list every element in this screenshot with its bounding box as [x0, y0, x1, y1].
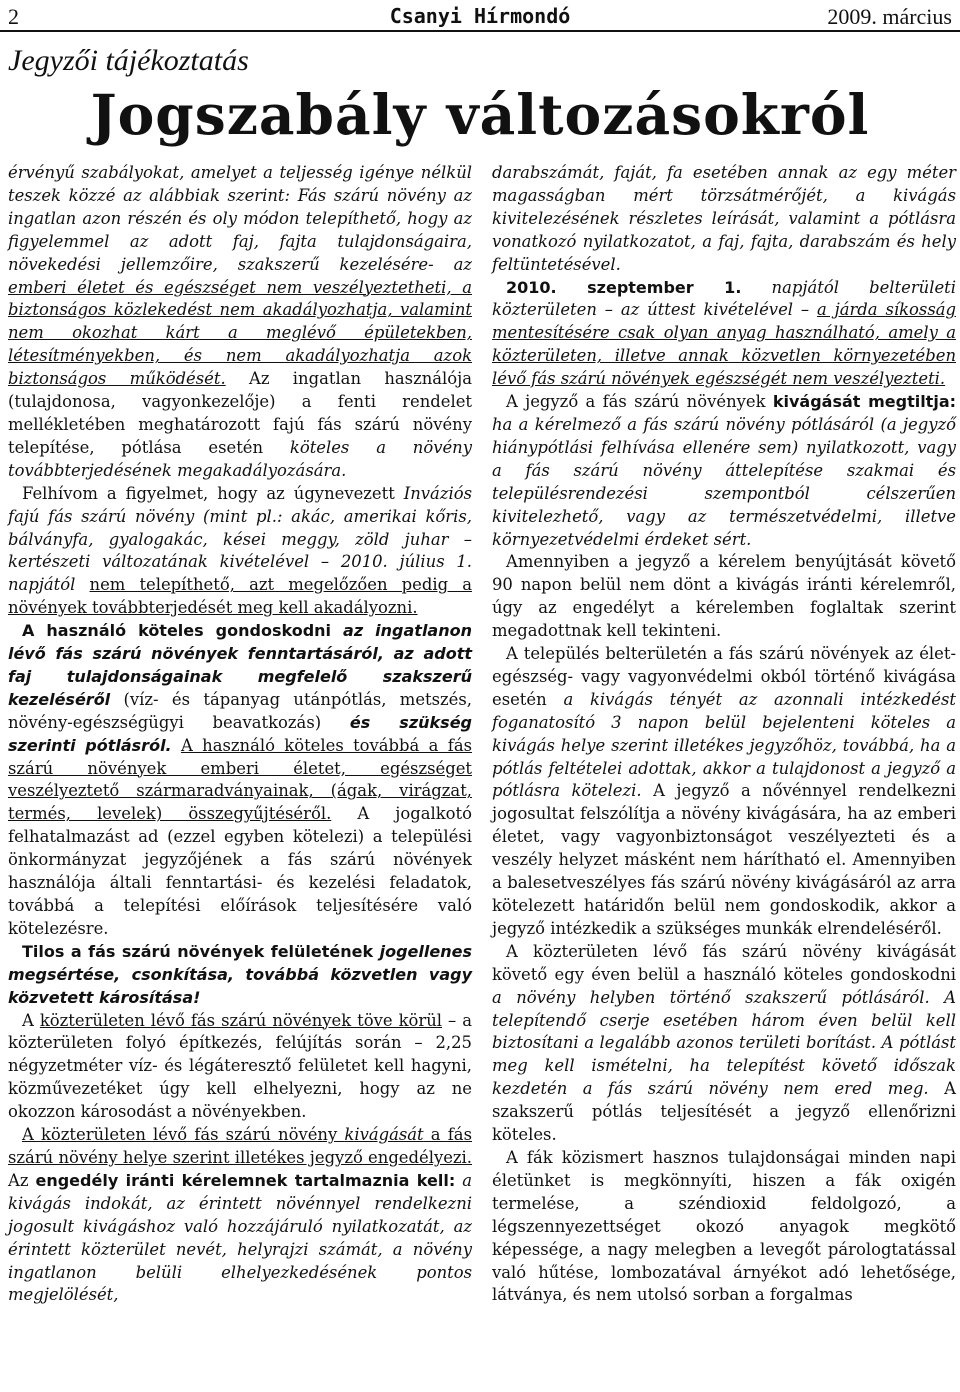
text-run: emberi életet és egészséget nem veszélyeztetheti, a biztonságos közlekedést nem akadályozhatja, valamint nem okozhat kárt a meglévő épületekben, létesítményekben, és nem akadályozhatja azok biztonságos működését. — [8, 277, 472, 389]
text-run: A jogalkotó felhatalmazást ad (ezzel egyben kötelezi) a települési önkormányzat jegyzőjének a fás szárú növények használója általi fenntartási- és kezelési feladatok, továbbá a telepítési előírások teljesítésére való kötelezésre. — [8, 804, 473, 938]
text-run: napjától belterületi közterületen – az úttest kivételével – — [492, 277, 956, 320]
text-run: A közterületen lévő fás szárú növény kivágását követő egy éven belül a használó köteles gondoskodni — [492, 941, 956, 984]
text-run: Az ingatlan használója (tulajdonosa, vagyonkezelője) a fenti rendelet mellékletében meghatározott fajú fás szárú növény telepítése, pótlása esetén — [8, 369, 473, 457]
paragraph — [492, 551, 956, 643]
text-run: Tilos a fás szárú növények felületének — [22, 941, 380, 961]
issue-date: 2009. március — [827, 4, 952, 29]
text-run: A jegyző a fás szárú növények — [506, 392, 773, 412]
text-run: a kivágás indokát, az érintett növénnyel rendelkezni jogosult kivágáshoz való hozzájáruló nyilatkozatát, az érintett közterület nevét, helyrajzi számát, a növény ingatlanon belüli elhelyezkedésének pontos megjelölését, — [8, 1170, 473, 1305]
text-run: ha a kérelmező a fás szárú növény pótlásáról (a jegyző hiánypótlási felhívása ellenére sem) nyilatkozott, vagy a fás szárú növény áttelepítése szakmai és településrendezési szempontból célszerűen kivitelezhető, vagy az természetvédelmi, illetve környezetvédelmi érdeket sért. — [492, 414, 956, 549]
paragraph — [8, 1124, 472, 1307]
paragraph — [492, 643, 956, 941]
text-run: jogellenes megsértése, csonkítása, továbbá közvetlen vagy közvetett károsítása! — [8, 941, 472, 1007]
paragraph — [492, 1147, 956, 1307]
text-run: a kivágás tényét az azonnali intézkedést foganatosító 3 napon belül bejelenteni köteles a kivágás helye szerint illetékes jegyzőhöz, továbbá, ha a pótlás feltételei adottak, akkor a tulajdonost a jegyző a pótlásra kötelezi. — [492, 689, 956, 801]
text-run: Felhívom a figyelmet, hogy az úgynevezett — [22, 483, 404, 503]
text-run: A használó köteles gondoskodni — [22, 621, 344, 641]
text-run: az ingatlanon lévő fás szárú növények fenntartásáról, az adott faj tulajdonságainak megfelelő szakszerű kezeléséről — [8, 621, 473, 709]
text-run: – a közterületen folyó építkezés, felújítás során – 2,25 négyzetméter víz- és légáteresztő felületet kell hagyni, közművezetéket úgy kell elhelyezni, hogy az ne okozzon károsodást a növényekben. — [8, 1010, 472, 1122]
text-run: és szükség szerinti pótlásról. — [8, 712, 472, 755]
text-run: A — [22, 1010, 40, 1030]
text-run: Amennyiben a jegyző a kérelem benyújtását követő 90 napon belül nem dönt a kivágás iránti kérelemről, úgy az engedélyt a kérelemben foglaltak szerint megadottnak kell tekinteni. — [492, 552, 956, 641]
text-run: darabszámát, faját, fa esetében annak az egy méter magasságban mért törzsátmérőjét, a kivágás kivitelezésének részletes leírását, valamint a pótlásra vonatkozó nyilatkozatot, a faj, fajta, darabszám és hely feltüntetésével. — [492, 163, 956, 274]
text-run: kivágását — [344, 1125, 424, 1145]
text-run: köteles a növény továbbterjedésének megakadályozására. — [8, 437, 473, 480]
header-rule — [0, 30, 960, 32]
text-run: A használó köteles továbbá a fás szárú növények emberi életet, egészséget veszélyeztető szármaradványainak, (ágak, virágzat, termés, levelek) összegyűjtéséről. — [8, 735, 472, 824]
page-header — [0, 0, 960, 32]
text-run: érvényű szabályokat, amelyet a teljesség igénye nélkül teszek közzé az alábbiak szerint: Fás szárú növény az ingatlan azon részén és oly módon telepíthető, hogy az figyelemmel az adott faj, fajta tulajdonságaira, növekedési jellemzőire, szakszerű kezelésére- az — [8, 163, 472, 274]
text-run: Inváziós fajú fás szárú növény (mint pl.: akác, amerikai kőris, bálványfa, gyalogakác, kései meggy, zöld juhar – kertészeti változatának kivételével – 2010. július 1. napjától — [8, 483, 472, 595]
text-run: A jegyző a nővénnyel rendelkezni jogosultat felszólítja a növény kivágására, ha az emberi életet, vagy vagyonbiztonságot veszélyezteti és a veszély helyzet másként nem hárítható el. Amennyiben a balesetveszélyes fás szárú növény kivágásáról az arra kötelezett határidőn belül nem gondoskodik, akkor a jegyző intézkedik a szükséges munkák elrendeléséről. — [492, 781, 956, 938]
paragraph — [492, 277, 956, 392]
page-number: 2 — [8, 4, 19, 29]
text-run: közterületen lévő fás szárú növények töve körül — [39, 1010, 443, 1030]
paragraph — [8, 483, 472, 620]
paragraph — [492, 162, 956, 277]
article-title: Jogszabály változásokról — [90, 82, 870, 147]
publication-name: Csanyi Hírmondó — [389, 4, 571, 28]
text-run: (víz- és tápanyag utánpótlás, metszés, növény-egészségügyi beavatkozás) — [8, 689, 472, 732]
text-run: 2010. szeptember 1. — [506, 277, 742, 297]
paragraph — [8, 941, 472, 1010]
paragraph — [8, 620, 472, 941]
text-run: A szakszerű pótlás teljesítését a jegyző ellenőrizni köteles. — [492, 1079, 956, 1145]
text-run: kivágását megtiltja: — [772, 392, 957, 412]
text-run: engedély iránti kérelemnek tartalmaznia kell: — [35, 1170, 456, 1190]
right-column — [492, 162, 956, 1307]
text-run: nem telepíthető, azt megelőzően pedig a növények továbbterjedését meg kell akadályozni. — [8, 575, 472, 618]
text-run: a fás szárú növény helye szerint illetékes jegyző engedélyezi. — [8, 1125, 472, 1167]
paragraph — [8, 1010, 472, 1125]
left-column — [8, 162, 472, 1307]
text-run: A közterületen lévő fás szárú növény — [22, 1125, 345, 1145]
text-run: Az — [8, 1170, 36, 1190]
text-run: A fák közismert hasznos tulajdonságai minden napi életünket is megkönnyíti, hiszen a fák oxigén termelése, a széndioxid feldolgozó, a légszennyezettséget okozó anyagok megkötő képessége, a nagy melegben a levegőt párologtatással való hűtése, lombozatával árnyékot adó lehetősége, látványa, és nem utolsó sorban a forgalmas — [492, 1147, 956, 1305]
text-run: A település belterületén a fás szárú növények az élet- egészség- vagy vagyonvédelmi okból történő kivágása esetén — [492, 644, 956, 709]
section-title: Jegyzői tájékoztatás — [8, 44, 249, 77]
paragraph — [8, 162, 472, 483]
text-run: a járda síkosság mentesítésére csak olyan anyag használható, amely a közterületen, illetve annak közvetlen környezetében lévő fás szárú növények egészségét nem veszélyezteti. — [492, 300, 956, 389]
paragraph — [492, 941, 956, 1147]
paragraph — [492, 391, 956, 551]
text-run: a növény helyben történő szakszerű pótlásáról. A telepítendő cserje esetében három éven belül kell biztosítani a legalább azonos területi borítást. A pótlást meg kell ismételni, ha telepítést követő időszak kezdetén a fás szárú növény nem ered meg. — [492, 987, 956, 1099]
